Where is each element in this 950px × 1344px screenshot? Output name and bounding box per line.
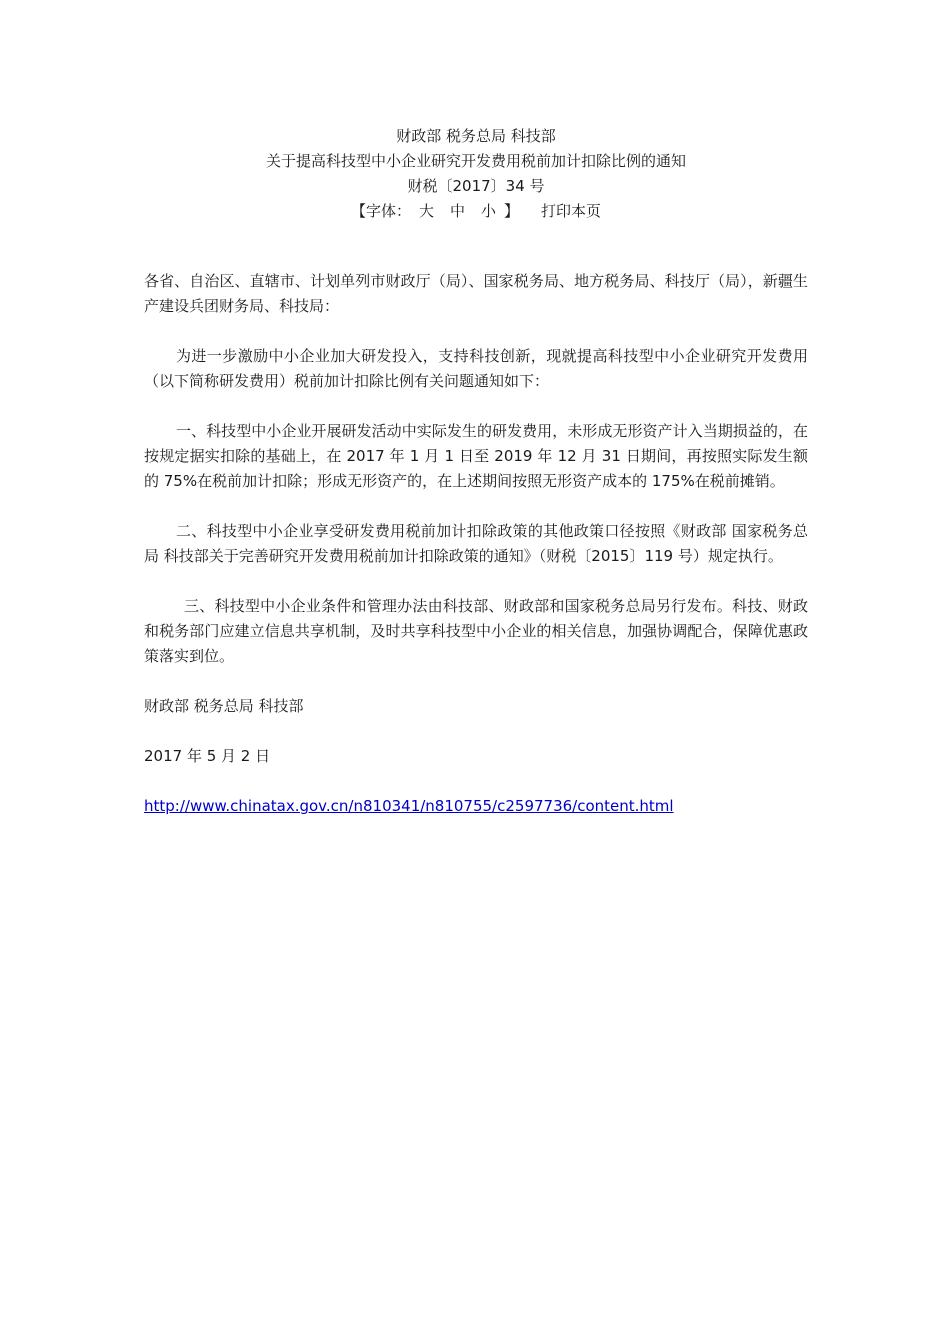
article-3: 三、科技型中小企业条件和管理办法由科技部、财政部和国家税务总局另行发布。科技、财政和税务部门应建立信息共享机制，及时共享科技型中小企业的相关信息，加强协调配合，保障优惠政策落实到位。 xyxy=(144,597,808,665)
document-title: 关于提高科技型中小企业研究开发费用税前加计扣除比例的通知 xyxy=(265,152,686,170)
font-small-button[interactable]: 小 xyxy=(481,202,497,220)
document-header xyxy=(144,124,808,224)
font-large-button[interactable]: 大 xyxy=(418,202,434,220)
issuing-authorities: 财政部 税务总局 科技部 xyxy=(396,127,556,145)
font-size-label: 【字体： xyxy=(350,202,411,220)
source-link-line xyxy=(144,794,808,819)
issue-date: 2017 年 5 月 2 日 xyxy=(144,747,271,765)
article-1: 一、科技型中小企业开展研发活动中实际发生的研发费用，未形成无形资产计入当期损益的，在按规定据实扣除的基础上，在 2017 年 1 月 1 日至 2019 年 12 月 31 日期间，再按照实际发生额的 75%在税前加计扣除；形成无形资产的，在上述期间按照无形资产成本的 175%在税前摊销。 xyxy=(144,422,808,490)
font-size-controls xyxy=(144,199,808,224)
font-size-label-close: 】 xyxy=(504,202,520,220)
print-page-button[interactable]: 打印本页 xyxy=(541,202,602,220)
document-page xyxy=(144,124,808,819)
signature: 财政部 税务总局 科技部 xyxy=(144,697,304,715)
intro-paragraph: 为进一步激励中小企业加大研发投入，支持科技创新，现就提高科技型中小企业研究开发费用（以下简称研发费用）税前加计扣除比例有关问题通知如下： xyxy=(144,347,808,390)
font-medium-button[interactable]: 中 xyxy=(449,202,465,220)
article-2: 二、科技型中小企业享受研发费用税前加计扣除政策的其他政策口径按照《财政部 国家税务总局 科技部关于完善研究开发费用税前加计扣除政策的通知》（财税〔2015〕119 号）规定执行。 xyxy=(144,522,808,565)
document-number: 财税〔2017〕34 号 xyxy=(407,177,545,195)
salutation: 各省、自治区、直辖市、计划单列市财政厅（局）、国家税务局、地方税务局、科技厅（局），新疆生产建设兵团财务局、科技局： xyxy=(144,272,808,315)
source-url-link[interactable]: http://www.chinatax.gov.cn/n810341/n810755/c2597736/content.html xyxy=(144,797,674,815)
